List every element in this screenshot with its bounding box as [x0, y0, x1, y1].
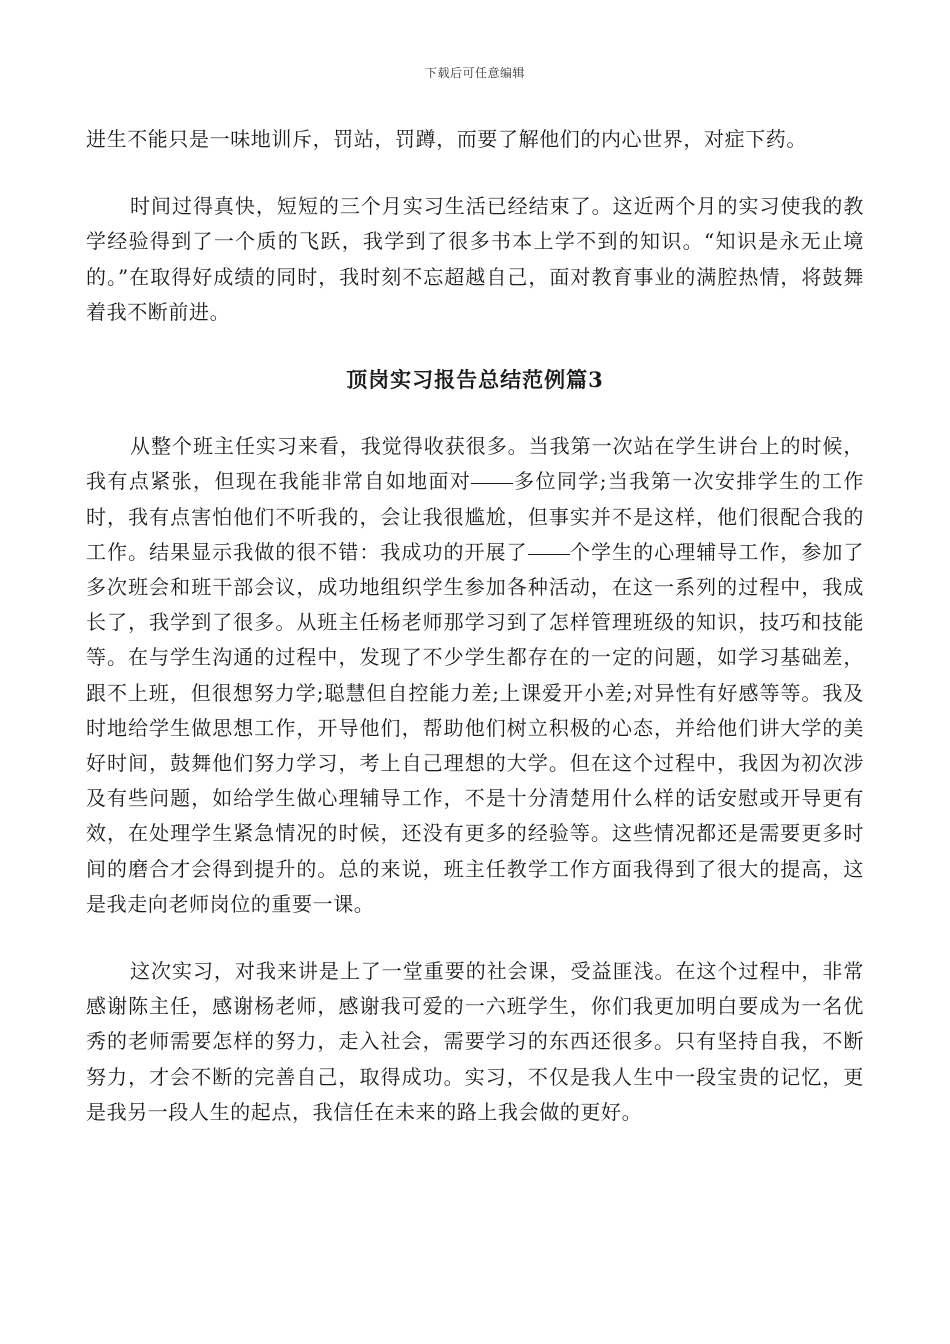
paragraph-gap [86, 922, 864, 954]
fill-in-blank [471, 482, 513, 484]
paragraph-internship-end: 时间过得真快，短短的三个月实习生活已经结束了。这近两个月的实习使我的教学经验得到了一个质的飞跃，我学到了很多书本上学不到的知识。“知识是永无止境的。”在取得好成绩的同时，我时刻不忘超越自己，面对教育事业的满腔热情，将鼓舞着我不断前进。 [86, 194, 864, 324]
paragraph-text-part: 从整个班主任实习来看，我觉得收获很多。当我第一次站在学生讲台上的时候，我有点紧张，但现在我能非常自如地面对 [86, 434, 864, 494]
paragraph-text-part: 多位同学;当我第一次安排学生的工作时，我有点害怕他们不听我的，会让我很尴尬，但事实并不是这样，他们很配合我的工作。结果显示我做的很不错：我成功的开展了 [86, 469, 864, 564]
section-title: 顶岗实习报告总结范例篇3 [346, 367, 604, 393]
fill-in-blank [528, 553, 570, 555]
paragraph-continuation: 进生不能只是一味地训斥，罚站，罚蹲，而要了解他们的内心世界，对症下药。 [86, 127, 807, 151]
paragraph-gap [86, 157, 864, 189]
document-body [86, 122, 864, 1130]
header-note: 下载后可任意编辑 [424, 66, 525, 80]
paragraph-thanks: 这次实习，对我来讲是上了一堂重要的社会课，受益匪浅。在这个过程中，非常感谢陈主任，感谢杨老师，感谢我可爱的一六班学生，你们我更加明白要成为一名优秀的老师需要怎样的努力，走入社会，需要学习的东西还很多。只有坚持自我，不断努力，才会不断的完善自己，取得成功。实习，不仅是我人生中一段宝贵的记忆，更是我另一段人生的起点，我信任在未来的路上我会做的更好。 [86, 959, 864, 1124]
paragraph-text-part: 个学生的心理辅导工作，参加了多次班会和班干部会议，成功地组织学生参加各种活动，在这一系列的过程中，我成长了，我学到了很多。从班主任杨老师那学习到了怎样管理班级的知识，技巧和技能等。在与学生沟通的过程中，发现了不少学生都存在的一定的问题，如学习基础差，跟不上班，但很想努力学;聪慧但自控能力差;上课爱开小差;对异性有好感等等。我及时地给学生做思想工作，开导他们，帮助他们树立积极的心态，并给他们讲大学的美好时间，鼓舞他们努力学习，考上自己理想的大学。但在这个过程中，我因为初次涉及有些问题，如给学生做心理辅导工作，不是十分清楚用什么样的话安慰或开导更有效，在处理学生紧急情况的时候，还没有更多的经验等。这些情况都还是需要更多时间的磨合才会得到提升的。总的来说，班主任教学工作方面我得到了很大的提高，这是我走向老师岗位的重要一课。 [86, 539, 864, 916]
paragraph-gap [86, 330, 864, 362]
paragraph-gap [86, 397, 864, 429]
paragraph-head-teacher [86, 429, 864, 922]
